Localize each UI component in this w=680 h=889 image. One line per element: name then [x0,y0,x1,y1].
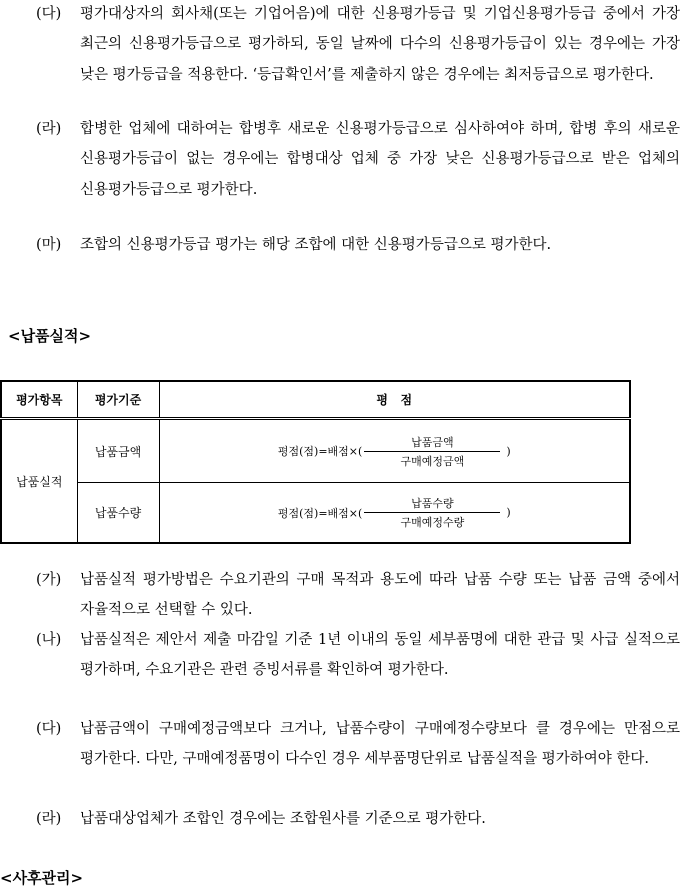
header-eval-item: 평가항목 [1,381,77,419]
clause-marker: (라) [36,121,62,137]
clause-ra-merger [36,114,680,205]
formula-suffix: ) [506,506,511,519]
formula-numerator: 납품금액 [364,434,500,452]
criterion-cell: 납품수량 [77,483,159,544]
formula-cell [159,419,630,483]
header-score: 평 점 [159,381,630,419]
clause-marker: (다) [36,6,62,22]
clause-marker: (나) [36,632,62,648]
clause-da-fullscore [36,714,680,775]
scoring-table [0,380,631,544]
clause-text: 조합의 신용평가등급 평가는 해당 조합에 대한 신용평가등급으로 평가한다. [80,237,552,253]
clause-na-period [36,625,680,686]
formula-denominator: 구매예정금액 [400,454,465,468]
table-row [1,483,630,544]
clause-text: 납품대상업체가 조합인 경우에는 조합원사를 기준으로 평가한다. [80,811,486,827]
formula-prefix: 평점(점)=배점×( [277,445,363,458]
criterion-cell: 납품금액 [77,419,159,483]
clause-ra-union [36,804,680,834]
category-cell: 납품실적 [1,419,77,544]
clause-da-credit [36,0,680,90]
table-header-row [1,381,630,419]
table-row [1,419,630,483]
score-formula [278,434,511,469]
clause-marker: (라) [36,811,62,827]
formula-fraction [364,434,500,469]
clause-ma-union [36,230,680,260]
section-heading-delivery: <납품실적> [8,327,92,345]
formula-suffix: ) [506,444,511,458]
clause-ga-method [36,565,680,626]
clause-text: 납품금액이 구매예정금액보다 크거나, 납품수량이 구매예정수량보다 클 경우에는 만점으로 평가한다. 다만, 구매예정품명이 다수인 경우 세부품명단위로 납품실적을 평가하여야 한다. [80,721,680,768]
section-heading-aftercare: <사후관리> [0,869,84,887]
clause-text: 납품실적 평가방법은 수요기관의 구매 목적과 용도에 따라 납품 수량 또는 납품 금액 중에서 자율적으로 선택할 수 있다. [80,572,680,619]
formula-numerator: 납품수량 [364,495,500,513]
formula-denominator: 구매예정수량 [400,516,465,529]
clause-marker: (가) [36,572,62,588]
clause-marker: (마) [36,237,62,253]
score-formula [278,495,511,530]
formula-fraction [364,495,500,530]
header-eval-criterion: 평가기준 [77,381,159,419]
clause-text: 합병한 업체에 대하여는 합병후 새로운 신용평가등급으로 심사하여야 하며, 합병 후의 새로운 신용평가등급이 없는 경우에는 합병대상 업체 중 가장 낮은 신용평가등급으로 받은 업체의 신용평가등급으로 평가한다. [80,121,680,198]
formula-prefix: 평점(점)=배점×( [277,506,363,520]
formula-cell [159,483,630,544]
clause-text: 평가대상자의 회사채(또는 기업어음)에 대한 신용평가등급 및 기업신용평가등급 중에서 가장 최근의 신용평가등급으로 평가하되, 동일 날짜에 다수의 신용평가등급이 있는 경우에는 가장 낮은 평가등급을 적용한다. ‘등급확인서’를 제출하지 않은 경우에는 최저등급으로 평가한다. [80,6,680,83]
clause-text: 납품실적은 제안서 제출 마감일 기준 1년 이내의 동일 세부품명에 대한 관급 및 사급 실적으로 평가하며, 수요기관은 관련 증빙서류를 확인하여 평가한다. [80,632,680,679]
clause-marker: (다) [36,721,62,737]
